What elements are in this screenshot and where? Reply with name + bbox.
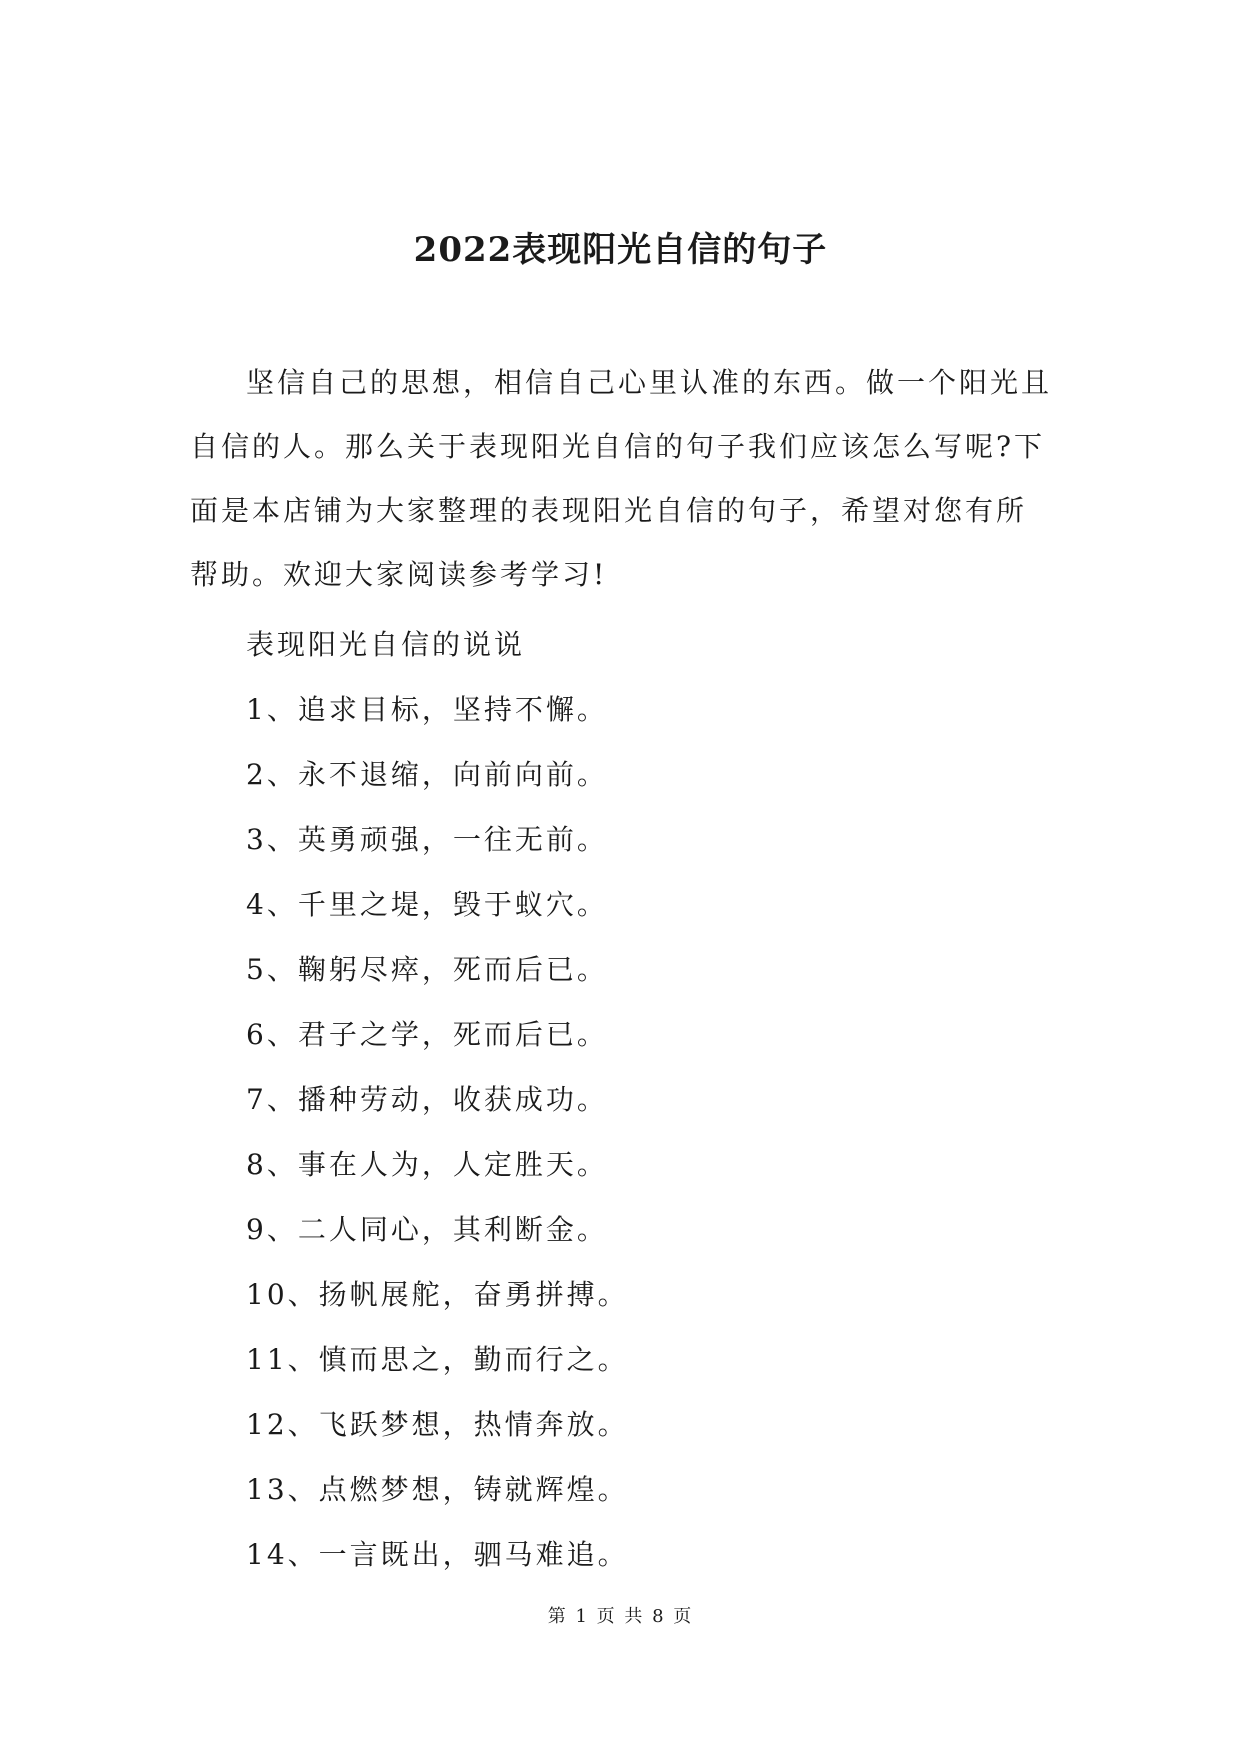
list-item: 5、鞠躬尽瘁，死而后已。 — [246, 953, 608, 986]
document-title: 2022表现阳光自信的句子 — [413, 230, 828, 270]
list-item: 4、千里之堤，毁于蚁穴。 — [246, 888, 608, 921]
list-item: 13、点燃梦想，铸就辉煌。 — [246, 1473, 629, 1506]
sentence-list — [190, 612, 1055, 1587]
list-item: 1、追求目标，坚持不懈。 — [246, 693, 608, 726]
list-item: 10、扬帆展舵，奋勇拼搏。 — [246, 1278, 629, 1311]
list-item: 6、君子之学，死而后已。 — [246, 1018, 608, 1051]
page-number-footer: 第 1 页 共 8 页 — [547, 1606, 694, 1627]
list-item: 12、飞跃梦想，热情奔放。 — [246, 1408, 629, 1441]
intro-paragraph: 坚信自己的思想，相信自己心里认准的东西。做一个阳光且自信的人。那么关于表现阳光自信的句子我们应该怎么写呢?下面是本店铺为大家整理的表现阳光自信的句子，希望对您有所帮助。欢迎大家阅读参考学习! — [190, 366, 1053, 591]
list-item: 8、事在人为，人定胜天。 — [246, 1148, 608, 1181]
list-item: 2、永不退缩，向前向前。 — [246, 758, 608, 791]
section-heading: 表现阳光自信的说说 — [246, 628, 526, 661]
list-item: 11、慎而思之，勤而行之。 — [246, 1343, 629, 1376]
list-item: 9、二人同心，其利断金。 — [246, 1213, 608, 1246]
list-item: 3、英勇顽强，一往无前。 — [246, 823, 608, 856]
list-item: 7、播种劳动，收获成功。 — [246, 1083, 608, 1116]
list-item: 14、一言既出，驷马难追。 — [246, 1538, 629, 1571]
